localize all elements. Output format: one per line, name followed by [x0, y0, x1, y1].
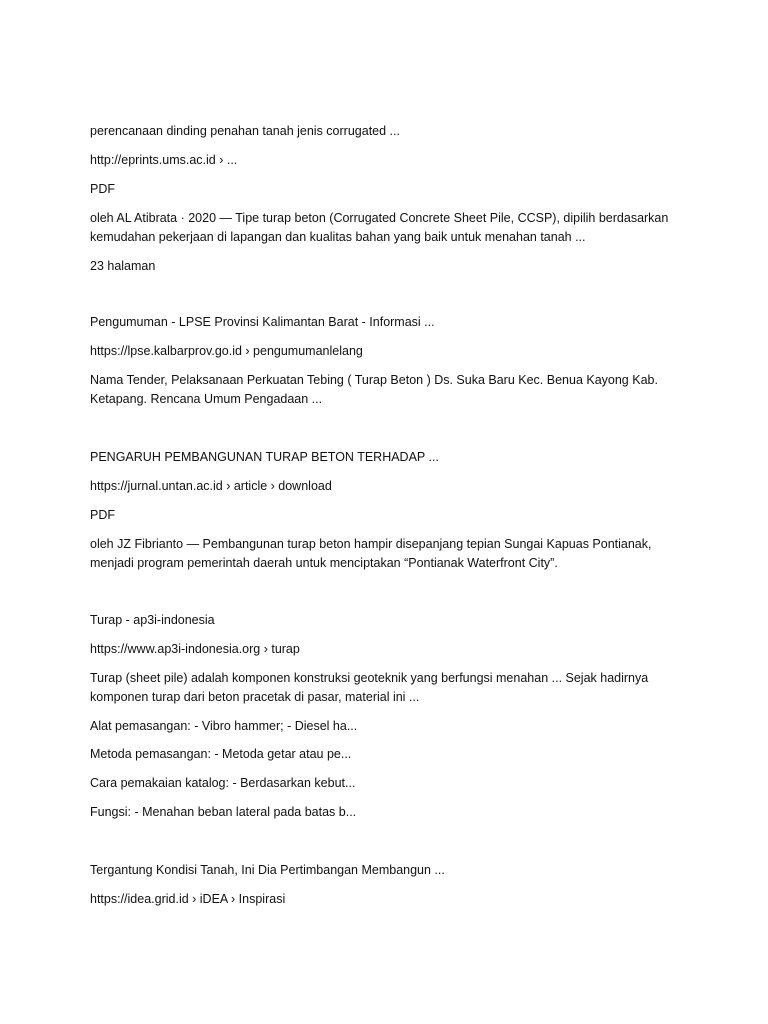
result-snippet-line-1: Nama Tender, Pelaksanaan Perkuatan Tebing ( Turap Beton ) Ds. Suka Baru Kec. Benua Kayong Kab.	[90, 373, 658, 387]
result-snippet-line-2: Ketapang. Rencana Umum Pengadaan ...	[90, 392, 323, 406]
result-snippet-line-1: Turap (sheet pile) adalah komponen konstruksi geoteknik yang berfungsi menahan ... Sejak hadirnya	[90, 671, 649, 685]
result-url[interactable]: https://lpse.kalbarprov.go.id › pengumumanlelang	[90, 344, 363, 358]
result-title[interactable]: perencanaan dinding penahan tanah jenis corrugated ...	[90, 124, 400, 138]
result-url[interactable]: https://www.ap3i-indonesia.org › turap	[90, 642, 300, 656]
result-url[interactable]: http://eprints.ums.ac.id › ...	[90, 153, 238, 167]
result-title[interactable]: PENGARUH PEMBANGUNAN TURAP BETON TERHADAP ...	[90, 450, 439, 464]
result-fact-item[interactable]: Fungsi: - Menahan beban lateral pada batas b...	[90, 805, 357, 819]
document-page	[90, 0, 690, 1024]
result-title[interactable]: Turap - ap3i-indonesia	[90, 613, 215, 627]
result-url[interactable]: https://jurnal.untan.ac.id › article › download	[90, 479, 332, 493]
result-title[interactable]: Pengumuman - LPSE Provinsi Kalimantan Barat - Informasi ...	[90, 315, 435, 329]
result-url[interactable]: https://idea.grid.id › iDEA › Inspirasi	[90, 892, 286, 906]
result-type-label: PDF	[90, 508, 115, 522]
result-fact-item[interactable]: Cara pemakaian katalog: - Berdasarkan kebut...	[90, 776, 356, 790]
result-page-count: 23 halaman	[90, 259, 156, 273]
result-title[interactable]: Tergantung Kondisi Tanah, Ini Dia Pertimbangan Membangun ...	[90, 863, 445, 877]
result-snippet-line-1: oleh JZ Fibrianto — Pembangunan turap beton hampir disepanjang tepian Sungai Kapuas Pontianak,	[90, 537, 652, 551]
result-type-label: PDF	[90, 182, 115, 196]
result-fact-item[interactable]: Alat pemasangan: - Vibro hammer; - Diesel ha...	[90, 719, 358, 733]
result-snippet-line-2: menjadi program pemerintah daerah untuk menciptakan “Pontianak Waterfront City”.	[90, 556, 558, 570]
result-snippet-line-1: oleh AL Atibrata · 2020 — Tipe turap beton (Corrugated Concrete Sheet Pile, CCSP), dipilih berdasarkan	[90, 211, 669, 225]
result-snippet-line-2: komponen turap dari beton pracetak di pasar, material ini ...	[90, 690, 420, 704]
result-snippet-line-2: kemudahan pekerjaan di lapangan dan kualitas bahan yang baik untuk menahan tanah ...	[90, 230, 586, 244]
result-fact-item[interactable]: Metoda pemasangan: - Metoda getar atau pe...	[90, 747, 352, 761]
